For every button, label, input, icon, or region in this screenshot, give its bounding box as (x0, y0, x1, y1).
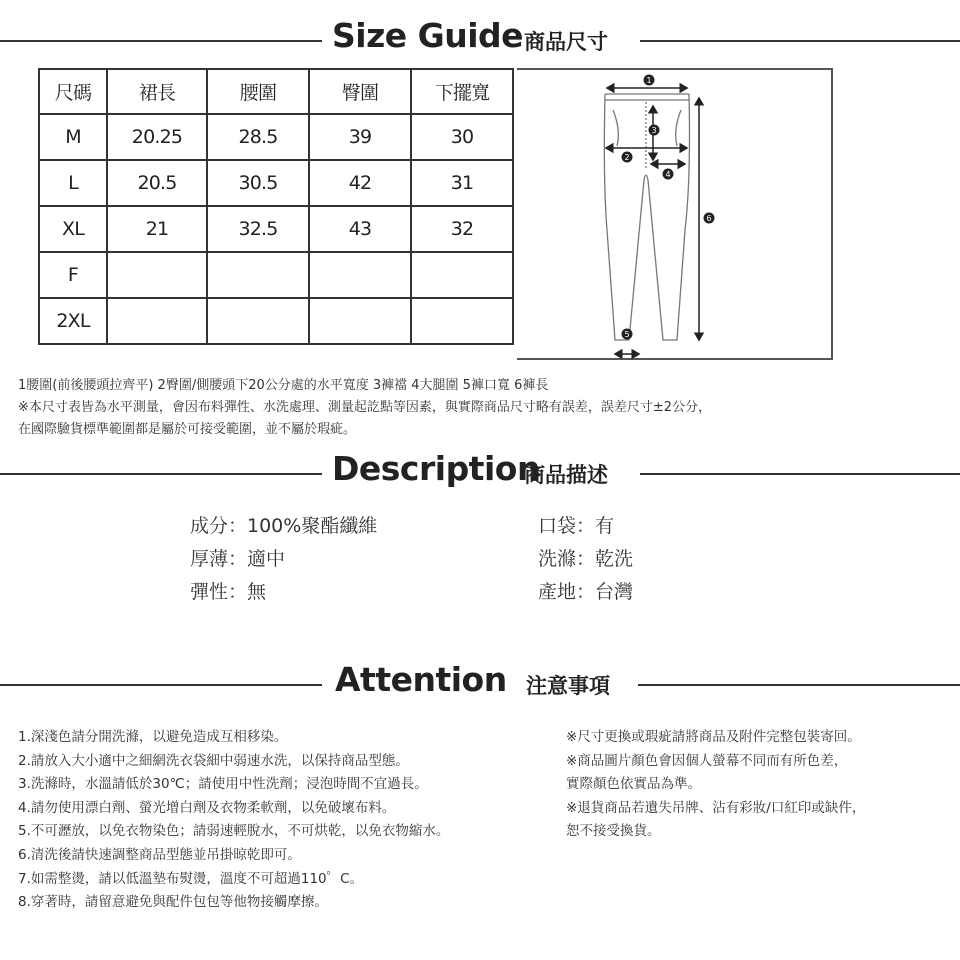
size-note: 在國際驗貨標準範圍都是屬於可接受範圍，並不屬於瑕疵。 (18, 422, 357, 437)
table-cell: 20.25 (107, 114, 207, 160)
svg-text:6: 6 (706, 214, 712, 223)
table-cell (309, 298, 411, 344)
table-cell: 2XL (39, 298, 107, 344)
description-title-zh: 商品描述 (524, 463, 608, 487)
table-header-cell: 臀圍 (309, 69, 411, 114)
table-header-cell: 尺碼 (39, 69, 107, 114)
care-instructions (18, 726, 449, 915)
table-cell: 21 (107, 206, 207, 252)
spec-material: 成分：100%聚酯纖維 (190, 515, 378, 537)
marker-1 (644, 75, 655, 86)
divider (638, 684, 960, 686)
description-title: Description (332, 449, 540, 488)
table-cell: 42 (309, 160, 411, 206)
svg-text:2: 2 (624, 153, 630, 162)
size-guide-title: Size Guide (332, 16, 524, 55)
table-header-cell: 裙長 (107, 69, 207, 114)
table-cell: 20.5 (107, 160, 207, 206)
divider (640, 473, 960, 475)
size-note: ※本尺寸表皆為水平測量，會因布料彈性、水洗處理、測量起訖點等因素，與實際商品尺寸略有誤差，誤差尺寸±2公分， (18, 400, 712, 415)
spec-pocket: 口袋：有 (538, 515, 615, 537)
table-header-row (39, 69, 513, 114)
table-cell (411, 298, 513, 344)
marker-3 (649, 125, 660, 136)
table-cell: M (39, 114, 107, 160)
spec-origin: 產地：台灣 (538, 581, 634, 603)
list-item: 8.穿著時，請留意避免與配件包包等他物接觸摩擦。 (18, 894, 328, 911)
table-cell (207, 252, 309, 298)
table-row (39, 206, 513, 252)
list-item: 恕不接受換貨。 (566, 823, 661, 840)
marker-4 (663, 169, 674, 180)
table-row (39, 114, 513, 160)
table-row (39, 160, 513, 206)
marker-6 (704, 213, 715, 224)
pants-diagram (517, 70, 833, 362)
table-cell (309, 252, 411, 298)
pants-outline (604, 94, 689, 340)
marker-2 (622, 152, 633, 163)
table-cell: 30.5 (207, 160, 309, 206)
spec-washing: 洗滌：乾洗 (538, 548, 634, 570)
size-guide-title-zh: 商品尺寸 (524, 30, 608, 54)
size-table (38, 68, 514, 345)
table-row (39, 298, 513, 344)
table-cell: 28.5 (207, 114, 309, 160)
measurement-diagram-frame (517, 68, 833, 360)
list-item: 7.如需整燙，請以低溫墊布熨燙，溫度不可超過110゜C。 (18, 870, 364, 887)
table-cell (411, 252, 513, 298)
table-cell (107, 252, 207, 298)
table-cell: 32.5 (207, 206, 309, 252)
table-header-cell: 腰圍 (207, 69, 309, 114)
svg-text:1: 1 (646, 76, 652, 85)
divider (0, 684, 322, 686)
marker-5 (622, 329, 633, 340)
spec-thickness: 厚薄：適中 (190, 548, 286, 570)
list-item: 3.洗滌時，水溫請低於30℃；請使用中性洗劑；浸泡時間不宜過長。 (18, 776, 428, 793)
table-cell: L (39, 160, 107, 206)
size-notes (18, 375, 711, 441)
size-note: 1腰圍(前後腰頭拉齊平) 2臀圍/側腰頭下20公分處的水平寬度 3褲襠 4大腿圍 5褲口寬 6褲長 (18, 378, 549, 393)
divider (640, 40, 960, 42)
return-policy (566, 726, 865, 844)
list-item: 4.請勿使用漂白劑、螢光增白劑及衣物柔軟劑，以免破壞布料。 (18, 799, 396, 816)
list-item: ※尺寸更換或瑕疵請將商品及附件完整包裝寄回。 (566, 729, 861, 745)
table-cell: XL (39, 206, 107, 252)
attention-title-zh: 注意事項 (526, 674, 610, 698)
list-item: ※退貨商品若遺失吊牌、沾有彩妝/口紅印或缺件， (566, 799, 866, 816)
table-cell: 39 (309, 114, 411, 160)
divider (0, 40, 322, 42)
description-header (0, 449, 960, 499)
list-item: 實際顏色依實品為準。 (566, 776, 701, 793)
table-row (39, 252, 513, 298)
svg-text:5: 5 (624, 330, 630, 339)
table-cell: 31 (411, 160, 513, 206)
divider (0, 473, 322, 475)
table-cell (207, 298, 309, 344)
attention-header (0, 660, 960, 710)
table-cell (107, 298, 207, 344)
size-guide-header (0, 16, 960, 66)
spec-elasticity: 彈性：無 (190, 581, 267, 603)
list-item: 5.不可瀝放，以免衣物染色；請弱速輕脫水，不可烘乾，以免衣物縮水。 (18, 823, 450, 840)
svg-text:4: 4 (665, 170, 671, 179)
table-header-cell: 下擺寬 (411, 69, 513, 114)
table-cell: 32 (411, 206, 513, 252)
table-cell: 30 (411, 114, 513, 160)
list-item: ※商品圖片顏色會因個人螢幕不同而有所色差， (566, 752, 848, 769)
list-item: 1.深淺色請分開洗滌，以避免造成互相移染。 (18, 729, 288, 745)
table-cell: 43 (309, 206, 411, 252)
list-item: 2.請放入大小適中之細網洗衣袋細中弱速水洗，以保持商品型態。 (18, 752, 409, 769)
table-cell: F (39, 252, 107, 298)
attention-title: Attention (335, 660, 507, 699)
svg-text:3: 3 (651, 126, 657, 135)
list-item: 6.清洗後請快速調整商品型態並吊掛晾乾即可。 (18, 846, 301, 863)
